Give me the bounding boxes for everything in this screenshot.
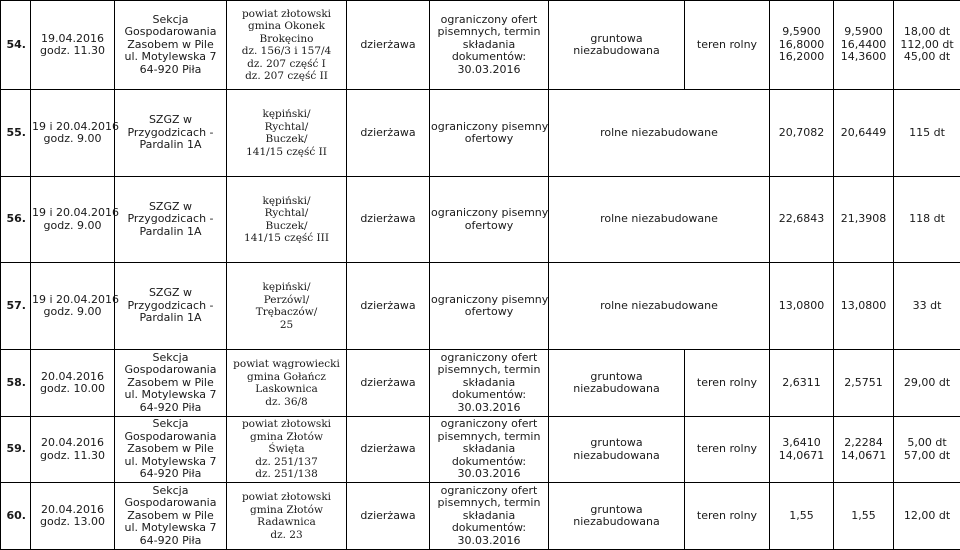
property-location-line: 141/15 część III	[244, 232, 329, 244]
area-usable	[834, 263, 894, 350]
area-total-line: 1,55	[789, 508, 814, 522]
property-location-line: dz. 251/138	[255, 468, 318, 481]
contract-type: dzierżawa	[347, 90, 430, 177]
tender-form-line: składania	[462, 375, 516, 389]
land-type: gruntowa niezabudowana	[549, 350, 685, 417]
tender-date-line: 20.04.2016	[41, 369, 104, 383]
property-location-line: dz. 23	[270, 528, 303, 541]
rent-rate	[894, 483, 960, 550]
tender-date-line: godz. 9.00	[43, 218, 102, 232]
organizer	[115, 90, 227, 177]
land-type: rolne niezabudowane	[549, 177, 770, 263]
tender-date-line: godz. 10.00	[40, 382, 105, 395]
tender-form-line: ofertowy	[464, 132, 514, 145]
tender-form	[430, 1, 549, 90]
rent-rate-line: 118 dt	[909, 212, 945, 226]
property-location	[227, 177, 347, 263]
tender-form-line: pisemnych, termin	[437, 496, 541, 510]
area-usable-line: 14,3600	[840, 50, 887, 64]
property-location-line: powiat złotowski	[241, 418, 332, 431]
tender-form-line: ograniczony ofert	[440, 417, 538, 431]
area-usable	[834, 177, 894, 263]
organizer-line: Pardalin 1A	[139, 311, 202, 325]
area-total	[770, 90, 834, 177]
property-location-line: powiat złotowski	[241, 7, 332, 20]
table-row	[1, 90, 960, 177]
tender-form-line: 30.03.2016	[457, 467, 521, 481]
tender-form-line: składania	[462, 442, 516, 456]
property-location-line: dz. 36/8	[265, 395, 308, 408]
property-location-line: powiat złotowski	[241, 491, 332, 503]
rent-rate-line: 112,00 dt	[900, 37, 954, 51]
area-total	[770, 483, 834, 550]
organizer-line: Gospodarowania	[124, 25, 217, 39]
row-number: 55.	[1, 90, 31, 177]
organizer	[115, 350, 227, 417]
organizer-line: ul. Motylewska 7	[124, 521, 217, 535]
tender-date-line: 20.04.2016	[41, 502, 104, 516]
land-type: gruntowa niezabudowana	[549, 1, 685, 90]
row-number: 60.	[1, 483, 31, 550]
tender-form	[430, 483, 549, 550]
organizer-line: Gospodarowania	[124, 429, 217, 443]
rent-rate-line: 29,00 dt	[903, 375, 951, 389]
area-total-line: 9,5900	[782, 25, 821, 39]
rent-rate	[894, 177, 960, 263]
property-location-line: Święta	[268, 443, 305, 456]
area-total	[770, 263, 834, 350]
tender-form-line: pisemnych, termin	[437, 363, 541, 377]
property-location-line: Rychtal/	[264, 207, 309, 219]
table-row	[1, 263, 960, 350]
area-usable	[834, 1, 894, 90]
tender-form-line: ograniczony pisemny	[431, 119, 549, 133]
tender-form-line: pisemnych, termin	[437, 429, 541, 443]
area-total	[770, 350, 834, 417]
table-row	[1, 177, 960, 263]
organizer-line: 64-920 Piła	[139, 400, 202, 414]
tender-form-line: 30.03.2016	[457, 533, 521, 547]
tender-form-line: ograniczony pisemny	[431, 206, 549, 219]
organizer	[115, 1, 227, 90]
tender-date	[31, 350, 115, 417]
property-location-line: kępiński/	[262, 281, 311, 293]
rent-rate	[894, 90, 960, 177]
property-location-line: Buczek/	[265, 133, 308, 145]
property-location	[227, 350, 347, 417]
tender-date	[31, 177, 120, 263]
tender-date-line: godz. 13.00	[40, 515, 105, 528]
property-location	[227, 417, 347, 483]
rent-rate-line: 115 dt	[909, 125, 945, 139]
property-location-line: powiat wągrowiecki	[233, 358, 340, 370]
row-number: 57.	[1, 263, 31, 350]
tender-form	[430, 350, 549, 417]
area-usable	[834, 350, 894, 417]
contract-type: dzierżawa	[347, 1, 430, 90]
tender-date-line: godz. 11.30	[40, 44, 105, 57]
property-location	[227, 263, 347, 350]
rent-rate	[894, 1, 960, 90]
area-usable-line: 14,0671	[840, 448, 887, 462]
tender-form	[430, 263, 549, 350]
tender-form-line: dokumentów:	[451, 50, 527, 64]
table-row	[1, 483, 960, 550]
land-type: gruntowa niezabudowana	[549, 483, 685, 550]
area-total-line: 16,8000	[778, 37, 825, 51]
tender-form-line: ograniczony ofert	[440, 483, 538, 497]
area-total-line: 22,6843	[778, 212, 825, 226]
row-number: 54.	[1, 1, 31, 90]
tender-form-line: ofertowy	[464, 218, 514, 232]
contract-type: dzierżawa	[347, 263, 430, 350]
organizer	[115, 177, 227, 263]
organizer-line: Sekcja	[152, 417, 189, 431]
property-location-line: 25	[279, 318, 294, 331]
tender-form-line: dokumentów:	[451, 454, 527, 468]
rent-rate	[894, 263, 960, 350]
table-row	[1, 350, 960, 417]
property-location-line: Radawnica	[257, 516, 316, 528]
tender-form-line: składania	[462, 508, 516, 522]
tender-date	[31, 263, 120, 350]
property-location-line: gmina Złotów	[250, 503, 323, 516]
tender-date-line: godz. 11.30	[40, 448, 105, 462]
property-location	[227, 1, 347, 90]
tender-form-line: składania	[462, 37, 516, 51]
organizer-line: 64-920 Piła	[139, 62, 202, 76]
area-total-line: 14,0671	[778, 448, 825, 462]
land-use: teren rolny	[685, 1, 770, 90]
organizer-line: SZGZ w	[148, 199, 193, 213]
property-location-line: gmina Złotów	[250, 430, 323, 443]
organizer-line: 64-920 Piła	[139, 533, 202, 547]
area-usable	[834, 417, 894, 483]
contract-type: dzierżawa	[347, 350, 430, 417]
property-location-line: Brokęcino	[259, 32, 314, 45]
organizer-line: Gospodarowania	[124, 496, 217, 510]
land-type: gruntowa niezabudowana	[549, 417, 685, 483]
tender-form-line: dokumentów:	[451, 521, 527, 535]
organizer-line: Zasobem w Pile	[127, 375, 214, 389]
area-usable-line: 13,0800	[840, 298, 887, 312]
organizer-line: 64-920 Piła	[139, 467, 202, 481]
contract-type: dzierżawa	[347, 177, 430, 263]
tender-form-line: dokumentów:	[451, 388, 527, 402]
tender-date	[31, 483, 115, 550]
tender-form-line: ograniczony ofert	[440, 12, 538, 26]
area-usable-line: 16,4400	[840, 37, 887, 51]
organizer-line: Sekcja	[152, 350, 189, 364]
tender-form-line: 30.03.2016	[457, 62, 521, 76]
tender-form-line: pisemnych, termin	[437, 25, 541, 39]
organizer-line: Przygodzicach -	[127, 298, 214, 312]
tender-form-line: ograniczony pisemny	[431, 292, 549, 306]
area-usable-line: 2,2284	[844, 436, 883, 449]
area-usable-line: 1,55	[851, 508, 876, 522]
tender-date	[31, 1, 115, 90]
land-use: teren rolny	[685, 417, 770, 483]
property-location-line: dz. 251/137	[255, 455, 318, 468]
area-total	[770, 177, 834, 263]
tender-form-line: 30.03.2016	[457, 400, 521, 414]
tender-date-line: godz. 9.00	[43, 305, 102, 318]
property-location-line: 141/15 część II	[246, 145, 327, 158]
property-location-line: Perzówl/	[263, 293, 310, 306]
tender-form	[430, 90, 549, 177]
rent-rate-line: 33 dt	[912, 298, 942, 312]
tender-date	[31, 90, 120, 177]
rent-rate	[894, 417, 960, 483]
tender-date-line: godz. 9.00	[43, 132, 102, 145]
contract-type: dzierżawa	[347, 483, 430, 550]
area-usable-line: 9,5900	[844, 25, 883, 39]
organizer-line: Sekcja	[152, 12, 189, 26]
organizer-line: Sekcja	[152, 483, 189, 497]
table-row	[1, 1, 960, 90]
tender-date	[31, 417, 115, 483]
property-location-line: kępiński/	[262, 194, 311, 207]
area-total-line: 13,0800	[778, 298, 825, 312]
organizer-line: ul. Motylewska 7	[124, 454, 217, 468]
organizer-line: Gospodarowania	[124, 363, 217, 377]
row-number: 56.	[1, 177, 31, 263]
area-total	[770, 1, 834, 90]
organizer	[115, 417, 227, 483]
tender-form-line: ofertowy	[464, 305, 514, 318]
table-row	[1, 417, 960, 483]
tender-date-line: 20.04.2016	[41, 436, 104, 449]
area-usable	[834, 90, 894, 177]
organizer-line: Zasobem w Pile	[127, 442, 214, 456]
property-location-line: gmina Okonek	[247, 20, 326, 32]
rent-rate-line: 18,00 dt	[903, 25, 951, 39]
land-type: rolne niezabudowane	[549, 263, 770, 350]
property-location-line: dz. 156/3 i 157/4	[241, 45, 332, 57]
property-location	[227, 483, 347, 550]
organizer-line: SZGZ w	[148, 113, 193, 127]
organizer-line: Zasobem w Pile	[127, 37, 214, 51]
rent-rate-line: 5,00 dt	[907, 436, 947, 449]
organizer-line: SZGZ w	[148, 286, 193, 300]
land-use: teren rolny	[685, 350, 770, 417]
property-location	[227, 90, 347, 177]
row-number: 59.	[1, 417, 31, 483]
property-location-line: Buczek/	[265, 219, 308, 232]
property-location-line: dz. 207 część II	[245, 70, 328, 82]
organizer	[115, 483, 227, 550]
rent-rate-line: 12,00 dt	[903, 508, 951, 522]
area-usable-line: 20,6449	[840, 125, 887, 139]
organizer-line: Przygodzicach -	[127, 125, 214, 139]
tender-form	[430, 177, 549, 263]
organizer-line: Przygodzicach -	[127, 212, 214, 226]
organizer-line: Pardalin 1A	[139, 138, 202, 152]
tender-form-line: ograniczony ofert	[440, 350, 538, 364]
tender-date-line: 19 i 20.04.2016	[32, 292, 120, 306]
organizer-line: ul. Motylewska 7	[124, 50, 217, 64]
land-use: teren rolny	[685, 483, 770, 550]
organizer-line: Pardalin 1A	[139, 224, 202, 238]
area-total-line: 16,2000	[778, 50, 825, 64]
rent-rate-line: 57,00 dt	[903, 448, 951, 462]
property-location-line: gmina Gołańcz	[247, 370, 326, 383]
property-location-line: dz. 207 część I	[247, 57, 326, 70]
area-total-line: 3,6410	[782, 436, 821, 449]
contract-type: dzierżawa	[347, 417, 430, 483]
organizer	[115, 263, 227, 350]
area-usable	[834, 483, 894, 550]
property-location-line: Laskownica	[255, 383, 318, 395]
area-usable-line: 21,3908	[840, 212, 887, 226]
tender-date-line: 19.04.2016	[41, 31, 104, 45]
tender-date-line: 19 i 20.04.2016	[32, 206, 120, 219]
area-total-line: 2,6311	[782, 375, 821, 389]
tender-form	[430, 417, 549, 483]
tender-date-line: 19 i 20.04.2016	[32, 119, 120, 133]
area-total-line: 20,7082	[778, 125, 825, 139]
property-location-line: Rychtal/	[264, 120, 309, 133]
land-type: rolne niezabudowane	[549, 90, 770, 177]
area-total	[770, 417, 834, 483]
rent-rate	[894, 350, 960, 417]
rent-rate-line: 45,00 dt	[903, 50, 951, 64]
property-location-line: Trębaczów/	[255, 306, 318, 318]
area-usable-line: 2,5751	[844, 375, 883, 389]
property-location-line: kępiński/	[262, 108, 311, 120]
organizer-line: Zasobem w Pile	[127, 508, 214, 522]
organizer-line: ul. Motylewska 7	[124, 388, 217, 402]
row-number: 58.	[1, 350, 31, 417]
